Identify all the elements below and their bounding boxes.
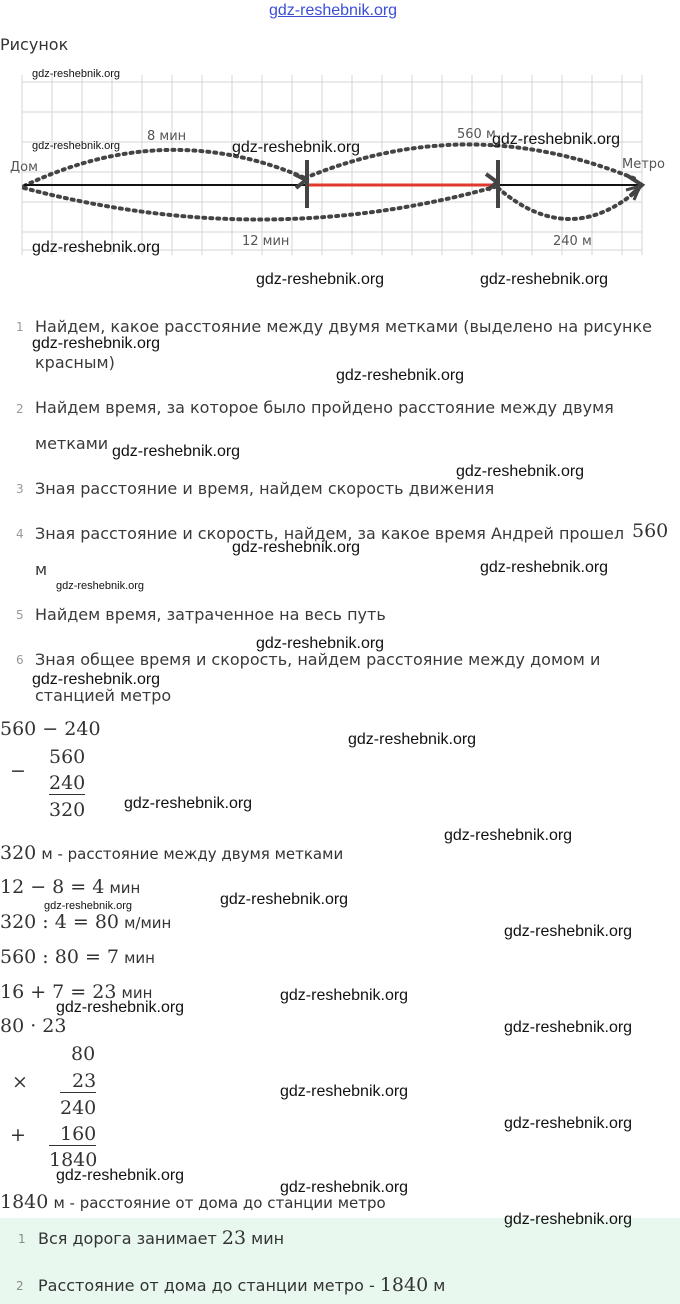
step-text: Найдем, какое расстояние между двумя метками (выделено на рисунке [35, 317, 653, 336]
answer-value: 23 [221, 1227, 247, 1249]
step-text: станцией метро [35, 686, 172, 705]
label-home: Дом [10, 160, 38, 175]
arc-12min [24, 186, 498, 220]
step-value: 560 [632, 520, 669, 542]
watermark: gdz-reshebnik.org [32, 335, 161, 352]
watermark: gdz-reshebnik.org [232, 539, 361, 556]
time2-unit: мин [124, 949, 155, 967]
answer-box [0, 1218, 680, 1304]
speed-unit: м/мин [124, 914, 172, 932]
mul-operand-a: 80 [71, 1043, 96, 1065]
step-text: Найдем время, за которое было пройдено расстояние между двумя [35, 398, 614, 417]
watermark: gdz-reshebnik.org [32, 239, 161, 256]
watermark: gdz-reshebnik.org [504, 1211, 633, 1228]
grid [22, 75, 642, 255]
answer-number: 1 [18, 1232, 26, 1246]
distance-text: м - расстояние между двумя метками [41, 845, 344, 863]
step-text: красным) [35, 353, 115, 372]
times-sign: × [12, 1071, 28, 1093]
watermark: gdz-reshebnik.org [280, 1179, 409, 1196]
subtraction-expression: 560 − 240 [0, 718, 101, 740]
watermark: gdz-reshebnik.org [280, 987, 409, 1004]
watermark: gdz-reshebnik.org [256, 635, 385, 652]
watermark: gdz-reshebnik.org [456, 463, 585, 480]
watermark: gdz-reshebnik.org [44, 900, 133, 912]
header-watermark-link[interactable]: gdz-reshebnik.org [269, 2, 398, 19]
mul-partial-2: 160 [49, 1123, 96, 1146]
answer-text: Вся дорога занимает [38, 1229, 217, 1248]
step-text: метками [35, 434, 109, 453]
route-diagram [0, 60, 680, 260]
watermark: gdz-reshebnik.org [504, 923, 633, 940]
label-240m: 240 м [553, 234, 592, 249]
plus-sign: + [10, 1124, 26, 1146]
answer-value: 1840 [379, 1274, 429, 1296]
answer-number: 2 [16, 1279, 24, 1293]
watermark: gdz-reshebnik.org [348, 731, 477, 748]
figure-title: Рисунок [0, 35, 69, 54]
label-metro: Метро [622, 157, 665, 172]
watermark: gdz-reshebnik.org [32, 68, 121, 80]
answer-line [38, 1227, 284, 1249]
distance-line [0, 842, 343, 864]
watermark: gdz-reshebnik.org [504, 1019, 633, 1036]
speed-line [0, 911, 171, 933]
watermark: gdz-reshebnik.org [336, 367, 465, 384]
sub-operand-a: 560 [49, 746, 86, 768]
sub-operand-b: 240 [49, 772, 86, 794]
step-text: Зная расстояние и время, найдем скорость движения [35, 479, 495, 498]
time-unit: мин [109, 879, 141, 897]
label-8min: 8 мин [147, 129, 187, 144]
mul-partial-1: 240 [60, 1097, 97, 1119]
step-number: 6 [16, 653, 24, 667]
time-expression: 12 − 8 = 4 [0, 876, 105, 898]
step-number: 5 [16, 608, 24, 622]
total-time-unit: мин [121, 984, 153, 1002]
final-value: 1840 [0, 1191, 49, 1213]
step-text: Найдем время, затраченное на весь путь [35, 605, 386, 624]
watermark: gdz-reshebnik.org [220, 891, 349, 908]
answer-line [38, 1274, 445, 1296]
watermark: gdz-reshebnik.org [232, 139, 361, 156]
step-text: м [35, 560, 48, 579]
multiplication-expression: 80 · 23 [0, 1015, 67, 1037]
step-number: 4 [16, 527, 24, 541]
sub-result: 320 [49, 799, 86, 821]
time2-expression: 560 : 80 = 7 [0, 946, 120, 968]
watermark: gdz-reshebnik.org [444, 827, 573, 844]
mul-result: 1840 [49, 1149, 98, 1171]
watermark: gdz-reshebnik.org [480, 271, 609, 288]
watermark: gdz-reshebnik.org [480, 559, 609, 576]
watermark: gdz-reshebnik.org [32, 671, 161, 688]
total-time-expression: 16 + 7 = 23 [0, 981, 117, 1003]
watermark: gdz-reshebnik.org [256, 271, 385, 288]
watermark: gdz-reshebnik.org [280, 1083, 409, 1100]
minus-sign: − [10, 760, 26, 782]
step-number: 1 [16, 320, 24, 334]
answer-unit: м [433, 1276, 446, 1295]
watermark: gdz-reshebnik.org [56, 999, 185, 1016]
final-text: м - расстояние от дома до станции метро [53, 1194, 386, 1212]
time2-line [0, 946, 155, 968]
label-12min: 12 мин [242, 234, 290, 249]
step-text: Зная расстояние и скорость, найдем, за какое время Андрей прошел [35, 524, 625, 543]
answer-text: Расстояние от дома до станции метро - [38, 1276, 375, 1295]
distance-value: 320 [0, 842, 37, 864]
answer-unit: мин [251, 1229, 285, 1248]
watermark: gdz-reshebnik.org [56, 580, 145, 592]
speed-expression: 320 : 4 = 80 [0, 911, 120, 933]
mul-operand-b: 23 [60, 1070, 96, 1093]
watermark: gdz-reshebnik.org [124, 795, 253, 812]
time-line [0, 876, 140, 898]
watermark: gdz-reshebnik.org [112, 443, 241, 460]
step-number: 2 [16, 402, 24, 416]
arc-240m [498, 188, 640, 219]
watermark: gdz-reshebnik.org [492, 131, 621, 148]
step-text: Зная общее время и скорость, найдем расстояние между домом и [35, 650, 601, 669]
watermark: gdz-reshebnik.org [32, 140, 121, 152]
watermark: gdz-reshebnik.org [56, 1167, 185, 1184]
watermark: gdz-reshebnik.org [504, 1115, 633, 1132]
label-560m: 560 м [457, 127, 496, 142]
step-number: 3 [16, 482, 24, 496]
